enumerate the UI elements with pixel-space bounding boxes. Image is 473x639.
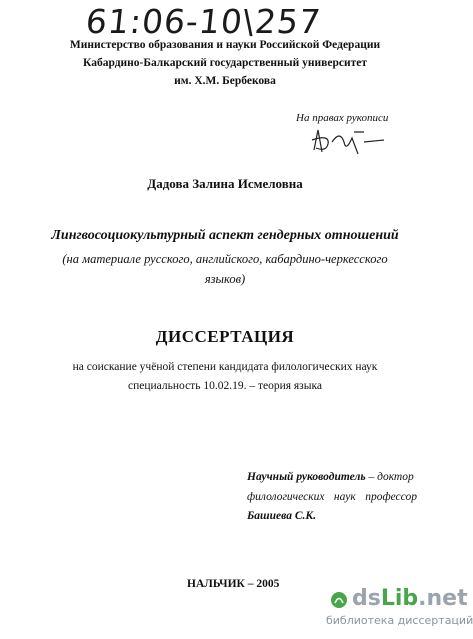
watermark-subtitle: библиотека диссертаций	[326, 614, 473, 627]
ministry-line: Министерство образования и науки Российской Федерации	[69, 39, 381, 51]
advisor-name-line	[247, 507, 316, 526]
advisor-line1	[247, 468, 414, 487]
degree-purpose-line: на соискание учёной степени кандидата филологических наук	[72, 361, 378, 373]
city-year: НАЛЬЧИК – 2005	[187, 578, 280, 590]
advisor-name: Башиева С.К.	[247, 510, 317, 522]
logo-lib: Lib	[380, 586, 419, 611]
dissertation-subtitle-line1: (на материале русского, английского, кабардино-черкесского	[62, 252, 388, 266]
advisor-field: филологических	[247, 491, 325, 503]
dslib-logo-icon	[330, 591, 348, 609]
advisor-label: Научный руководитель	[247, 471, 366, 483]
specialty-line: специальность 10.02.19. – теория языка	[128, 380, 322, 392]
rights-note: На правах рукописи	[296, 112, 389, 124]
advisor-line2	[247, 488, 417, 507]
university-line: Кабардино-Балкарский государственный университет	[83, 57, 367, 69]
dissertation-subtitle-line2: языков)	[204, 272, 246, 286]
advisor-degree: – доктор	[368, 471, 414, 483]
handwritten-catalog-code: 61:06-10\257	[83, 2, 324, 41]
advisor-rank: профессор	[365, 491, 417, 503]
advisor-science: наук	[333, 491, 356, 503]
author-name: Дадова Залина Исмеловна	[147, 176, 303, 191]
logo-net: .net	[418, 586, 468, 611]
logo-ds: ds	[352, 586, 381, 611]
dissertation-title: Лингвосоциокультурный аспект гендерных отношений	[51, 228, 399, 243]
named-after-line: им. Х.М. Бербекова	[174, 75, 276, 87]
document-type-heading: ДИССЕРТАЦИЯ	[155, 327, 295, 346]
dslib-logo-text	[352, 586, 468, 611]
signature-mark	[308, 124, 388, 160]
